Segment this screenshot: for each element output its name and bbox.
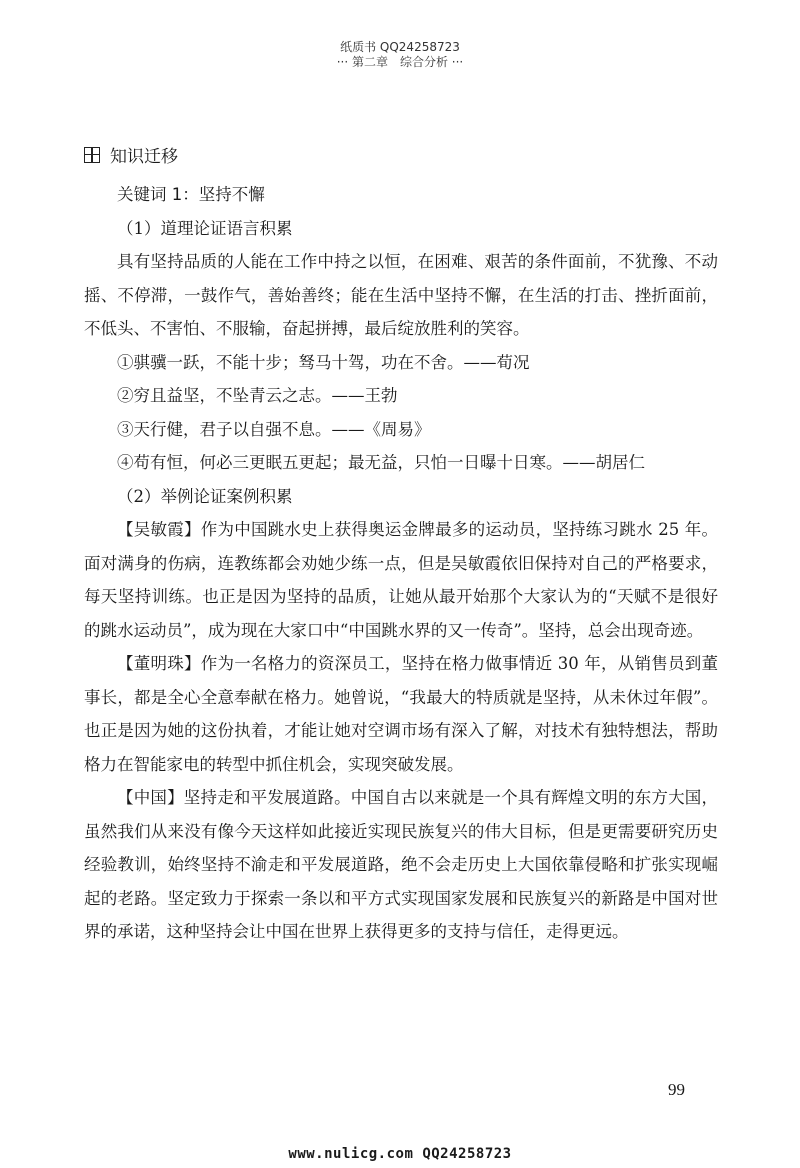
quote-3: ③天行健，君子以自强不息。——《周易》 <box>117 419 431 439</box>
paragraph-2: 【吴敏霞】作为中国跳水史上获得奥运金牌最多的运动员，坚持练习跳水 25 年。面对满身的伤病，连教练都会劝她少练一点，但是吴敏霞依旧保持对自己的严格要求，每天坚持训练。也正是因为坚持的品质，让她从最开始那个大家认为的“天赋不是很好的跳水运动员”，成为现在大家口中“中国跳水界的又一传奇”。坚持，总会出现奇迹。 <box>84 520 718 640</box>
quote-2: ②穷且益坚，不坠青云之志。——王勃 <box>117 386 398 405</box>
running-header <box>0 40 800 70</box>
header-line-1: 纸质书 QQ24258723 <box>340 40 460 54</box>
header-chapter-title: ··· 第二章 综合分析 ··· <box>336 55 464 69</box>
body-text <box>84 178 718 949</box>
subheading-2: （2）举例论证案例积累 <box>117 486 293 506</box>
quote-1: ①骐骥一跃，不能十步；驽马十驾，功在不舍。——荀况 <box>117 352 530 372</box>
footer-watermark: www.nulicg.com QQ24258723 <box>288 1146 512 1162</box>
paragraph-4: 【中国】坚持走和平发展道路。中国自古以来就是一个具有辉煌文明的东方大国，虽然我们从来没有像今天这样如此接近实现民族复兴的伟大目标，但是更需要研究历史经验教训，始终坚持不渝走和平发展道路，绝不会走历史上大国依靠侵略和扩张实现崛起的老路。坚定致力于探索一条以和平方式实现国家发展和民族复兴的新路是中国对世界的承诺，这种坚持会让中国在世界上获得更多的支持与信任，走得更远。 <box>84 788 718 941</box>
grid-box-icon <box>84 147 100 163</box>
section-title: 知识迁移 <box>110 147 178 167</box>
section-heading <box>84 142 178 167</box>
quote-4: ④苟有恒，何必三更眠五更起；最无益，只怕一日曝十日寒。——胡居仁 <box>117 453 645 472</box>
paragraph-3: 【董明珠】作为一名格力的资深员工，坚持在格力做事情近 30 年，从销售员到董事长，都是全心全意奉献在格力。她曾说，“我最大的特质就是坚持，从未休过年假”。也正是因为她的这份执着，才能让她对空调市场有深入了解，对技术有独特想法，帮助格力在智能家电的转型中抓住机会，实现突破发展。 <box>84 654 718 774</box>
paragraph-1: 具有坚持品质的人能在工作中持之以恒，在困难、艰苦的条件面前，不犹豫、不动摇、不停滞，一鼓作气，善始善终；能在生活中坚持不懈，在生活的打击、挫折面前，不低头、不害怕、不服输，奋起拼搏，最后绽放胜利的笑容。 <box>84 252 718 338</box>
page-number: 99 <box>668 1080 685 1099</box>
subheading-1: （1）道理论证语言积累 <box>117 218 293 238</box>
keyword-heading: 关键词 1：坚持不懈 <box>117 185 265 204</box>
